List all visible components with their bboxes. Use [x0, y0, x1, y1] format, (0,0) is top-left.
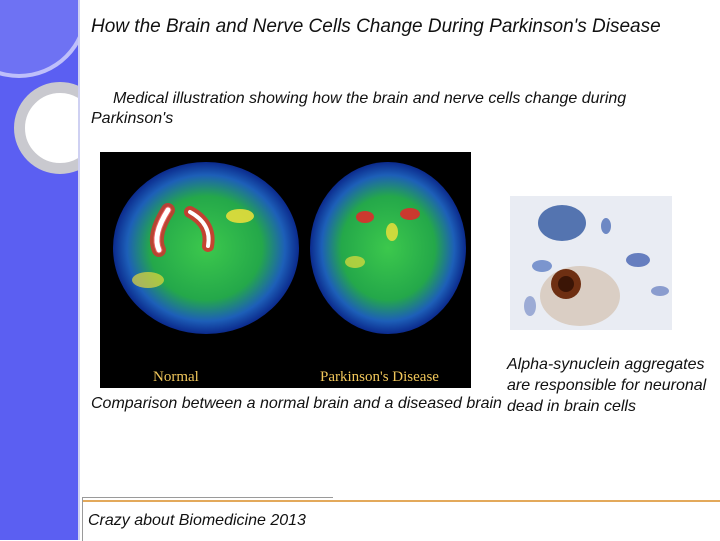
pet-scans-graphic [100, 152, 471, 388]
comparison-caption: Comparison between a normal brain and a diseased brain [91, 395, 502, 412]
parkinsons-scan-label: Parkinson's Disease [320, 369, 439, 385]
neuron-micrograph [510, 196, 672, 330]
decorative-circle [0, 0, 78, 78]
normal-scan-label: Normal [153, 369, 199, 385]
sidebar-decoration [0, 0, 78, 540]
parkinsons-brain-scan [310, 162, 466, 334]
footer-box [82, 497, 333, 541]
alpha-synuclein-caption: Alpha-synuclein aggregates are responsible for neuronal dead in brain cells [507, 356, 707, 415]
footer-text: Crazy about Biomedicine 2013 [88, 512, 306, 529]
micrograph-graphic [510, 196, 672, 330]
pet-scan-image [100, 152, 471, 388]
sidebar-divider [78, 0, 80, 540]
illustration-caption: Medical illustration showing how the brain and nerve cells change during Parkinson's [91, 90, 627, 127]
decorative-ring [14, 82, 78, 174]
slide-title: How the Brain and Nerve Cells Change During Parkinson's Disease [91, 16, 661, 37]
